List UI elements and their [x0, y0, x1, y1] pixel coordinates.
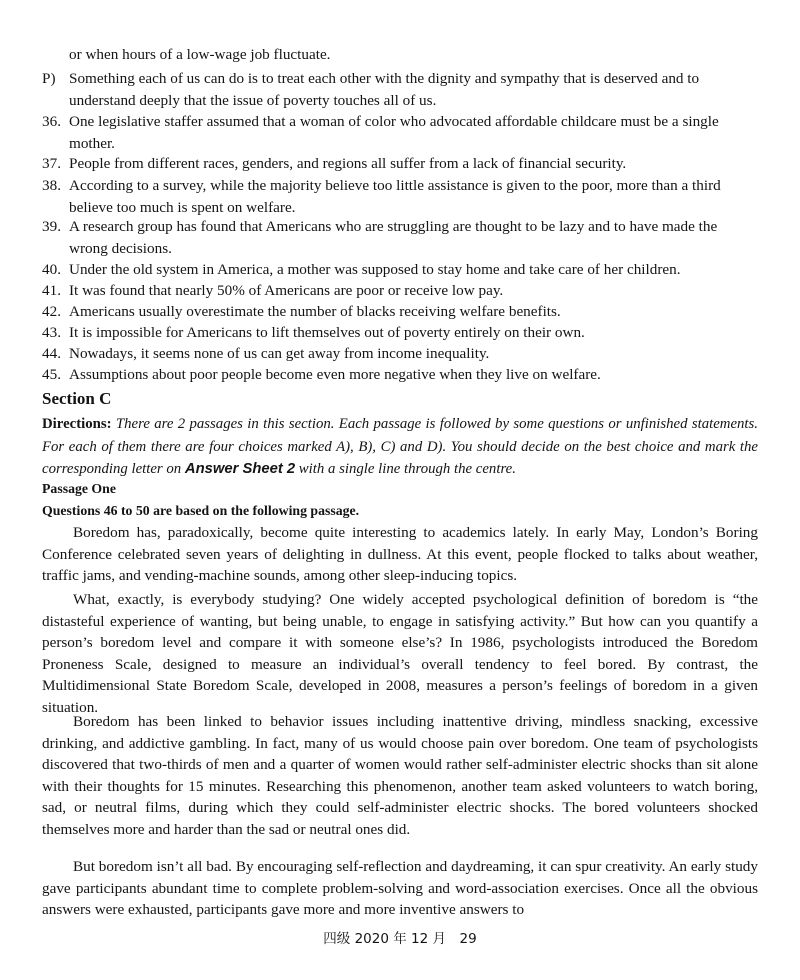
- statement-44: [42, 343, 758, 365]
- statement-text: It is impossible for Americans to lift themselves out of poverty entirely on their own.: [69, 324, 585, 341]
- option-label: P): [42, 70, 56, 87]
- statement-text: A research group has found that Americans who are struggling are thought to be lazy and to have made the wrong decisions.: [69, 218, 718, 257]
- questions-note: Questions 46 to 50 are based on the following passage.: [42, 503, 360, 518]
- statement-37: [42, 153, 758, 175]
- passage-paragraph-2: What, exactly, is everybody studying? One widely accepted psychological definition of boredom is “the distasteful experience of wanting, but being unable, to engage in satisfying activity.” But how can you quantify a person’s boredom level and compare it with someone else’s? In 1986, psychologists introduced the Boredom Proneness Scale, designed to measure an individual’s overall tendency to feel bored. By contrast, the Multidimensional State Boredom Scale, developed in 2008, measures a person’s feelings of boredom in a given situation.: [42, 591, 758, 716]
- statement-text: According to a survey, while the majority believe too little assistance is given to the poor, more than a third believe too much is spent on welfare.: [69, 177, 721, 216]
- statement-number: 45.: [42, 366, 61, 383]
- directions-text: There are 2 passages in this section. Each passage is followed by some questions or unfinished statements. For each of them there are four choices marked A), B), C) and D). You should decide on the best choice and mark the corresponding letter on: [42, 416, 758, 477]
- statement-text: One legislative staffer assumed that a woman of color who advocated affordable childcare must be a single mother.: [69, 113, 719, 152]
- statement-number: 40.: [42, 261, 61, 278]
- statement-39: [42, 216, 758, 259]
- statement-number: 44.: [42, 345, 61, 362]
- statement-43: [42, 322, 758, 344]
- statement-40: [42, 259, 758, 281]
- statement-number: 36.: [42, 113, 61, 130]
- statement-text: It was found that nearly 50% of Americans are poor or receive low pay.: [69, 282, 504, 299]
- option-p: [42, 68, 758, 111]
- statement-number: 38.: [42, 177, 61, 194]
- statement-42: [42, 301, 758, 323]
- directions-block: [42, 413, 758, 481]
- statement-number: 41.: [42, 282, 61, 299]
- statement-text: Americans usually overestimate the number of blacks receiving welfare benefits.: [69, 303, 561, 320]
- statement-text: Under the old system in America, a mother was supposed to stay home and take care of her children.: [69, 261, 681, 278]
- passage-paragraph-3: Boredom has been linked to behavior issues including inattentive driving, mindless snacking, excessive drinking, and addictive gambling. In fact, many of us would choose pain over boredom. One team of psychologists discovered that two-thirds of men and a quarter of women would rather self-administer electric shocks than sit alone with their thoughts for 15 minutes. Researching this phenomenon, another team asked volunteers to watch boring, sad, or neutral films, during which they could self-administer electric shocks. The bored volunteers shocked themselves more and harder than the sad or neutral ones did.: [42, 713, 758, 838]
- section-heading: Section C: [42, 389, 112, 408]
- continuation-line: or when hours of a low-wage job fluctuate.: [69, 46, 331, 63]
- passage-paragraph-4: But boredom isn’t all bad. By encouraging self-reflection and daydreaming, it can spur creativity. An early study gave participants abundant time to complete problem-solving and word-association exercises. Once all the obvious answers were exhausted, participants gave more and more inventive answers to: [42, 858, 758, 919]
- passage-title: Passage One: [42, 481, 116, 496]
- directions-label: Directions:: [42, 416, 112, 432]
- page-footer: 四级 2020 年 12 月 29: [323, 931, 477, 947]
- option-text: Something each of us can do is to treat each other with the dignity and sympathy that is deserved and to understand deeply that the issue of poverty touches all of us.: [69, 70, 700, 109]
- statement-38: [42, 175, 758, 218]
- directions-text-end: with a single line through the centre.: [295, 461, 516, 477]
- statement-text: People from different races, genders, and regions all suffer from a lack of financial security.: [69, 155, 627, 172]
- statement-number: 43.: [42, 324, 61, 341]
- statement-number: 37.: [42, 155, 61, 172]
- statement-number: 42.: [42, 303, 61, 320]
- passage-paragraph-1: Boredom has, paradoxically, become quite interesting to academics lately. In early May, London’s Boring Conference celebrated seven years of delighting in dullness. At this event, people flocked to talks about weather, traffic jams, and vending-machine sounds, among other sleep-inducing topics.: [42, 524, 758, 585]
- statement-text: Assumptions about poor people become even more negative when they live on welfare.: [69, 366, 601, 383]
- statement-number: 39.: [42, 218, 61, 235]
- statement-45: [42, 364, 758, 386]
- answer-sheet-label: Answer Sheet 2: [184, 461, 296, 477]
- statement-36: [42, 111, 758, 154]
- statement-text: Nowadays, it seems none of us can get away from income inequality.: [69, 345, 490, 362]
- statement-41: [42, 280, 758, 302]
